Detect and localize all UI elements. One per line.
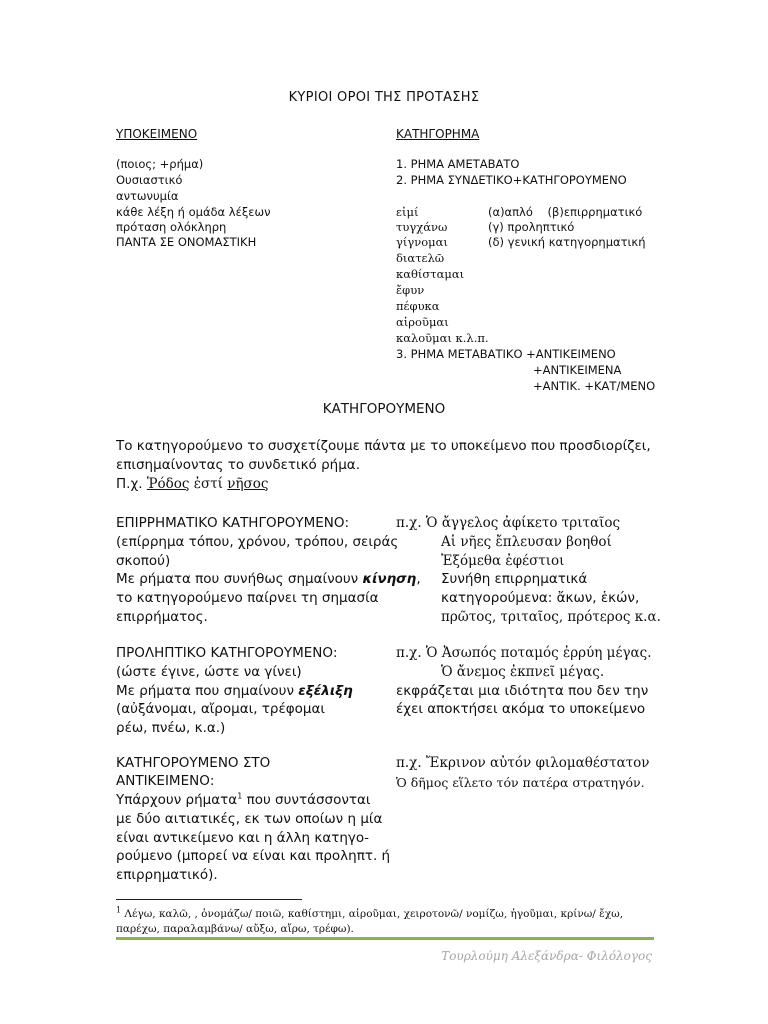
copula-verb: καλοῦμαι κ.λ.π. bbox=[396, 331, 489, 345]
example-subject: Ῥόδος bbox=[146, 476, 190, 492]
intro-line: επισημαίνοντας το συνδετικό ρήμα. bbox=[116, 457, 360, 473]
object-pred-line: είναι αντικείμενο και η άλλη κατηγο- bbox=[116, 830, 370, 846]
adverbial-line: το κατηγορούμενο παίρνει τη σημασία bbox=[116, 590, 379, 606]
subject-line: αντωνυμία bbox=[116, 189, 179, 203]
predicate-type: (γ) προληπτικό bbox=[488, 220, 575, 234]
proleptic-line: ρέω, πνέω, κ.α.) bbox=[116, 720, 226, 736]
adverbial-line-with-bold: Με ρήματα που συνήθως σημαίνουν κίνηση, bbox=[116, 571, 421, 587]
page-title: ΚΥΡΙΟΙ ΟΡΟΙ ΤΗΣ ΠΡΟΤΑΣΗΣ bbox=[288, 90, 480, 105]
proleptic-example: π.χ. Ὁ Ἀσωπός ποταμός ἐρρύη μέγας. bbox=[396, 645, 652, 661]
bold-keyword: κίνηση bbox=[362, 571, 417, 587]
predicate-type: (δ) γενική κατηγορηματική bbox=[488, 235, 646, 249]
adverbial-line: σκοπού) bbox=[116, 553, 171, 569]
section-heading: ΚΑΤΗΓΟΡΟΥΜΕΝΟ bbox=[322, 401, 446, 417]
proleptic-line: (ώστε έγινε, ώστε να γίνει) bbox=[116, 664, 302, 680]
object-pred-heading: ΚΑΤΗΓΟΡΟΥΜΕΝΟ ΣΤΟ bbox=[116, 755, 271, 771]
copula-verb: καθίσταμαι bbox=[396, 267, 465, 281]
adverbial-example: Συνήθη επιρρηματικά bbox=[441, 571, 588, 587]
copula-verb: γίγνομαι bbox=[396, 235, 448, 249]
adverbial-line: Με ρήματα που συνήθως σημαίνουν bbox=[116, 571, 363, 587]
bold-keyword: εξέλιξη bbox=[298, 683, 353, 699]
proleptic-example: Ὁ ἄνεμος ἐκπνεῖ μέγας. bbox=[441, 664, 605, 680]
object-pred-line: με δύο αιτιατικές, εκ των οποίων η μία bbox=[116, 811, 383, 827]
copula-verb: πέφυκα bbox=[396, 299, 440, 313]
predicate-line: 1. ΡΗΜΑ ΑΜΕΤΑΒΑΤΟ bbox=[396, 157, 520, 171]
example-prefix: Π.χ. bbox=[116, 476, 147, 492]
transitive-line: 3. ΡΗΜΑ ΜΕΤΑΒΑΤΙΚΟ +ΑΝΤΙΚΕΙΜΕΝΟ bbox=[396, 347, 616, 361]
predicate-line: 2. ΡΗΜΑ ΣΥΝΔΕΤΙΚΟ+ΚΑΤΗΓΟΡΟΥΜΕΝΟ bbox=[396, 173, 627, 187]
footer-rule bbox=[116, 937, 654, 940]
subject-line: Ουσιαστικό bbox=[116, 173, 183, 187]
adverbial-example: πρῶτος, τριταῖος, πρότερος κ.α. bbox=[441, 609, 661, 625]
predicate-heading: ΚΑΤΗΓΟΡΗΜΑ bbox=[396, 127, 480, 141]
predicate-type: (α)απλό (β)επιρρηματικό bbox=[488, 205, 643, 219]
subject-line: πρόταση ολόκληρη bbox=[116, 220, 227, 234]
copula-verb: αἱροῦμαι bbox=[396, 315, 449, 329]
adverbial-example: κατηγορούμενα: ἄκων, ἑκών, bbox=[441, 590, 640, 606]
object-pred-example: Ὁ δῆμος εἵλετο τόν πατέρα στρατηγόν. bbox=[396, 775, 645, 790]
subject-line: ΠΑΝΤΑ ΣΕ ΟΝΟΜΑΣΤΙΚΗ bbox=[116, 235, 257, 249]
adverbial-example: Αἱ νῆες ἔπλευσαν βοηθοί bbox=[441, 534, 612, 550]
adverbial-example: π.χ. Ὁ ἄγγελος ἀφίκετο τριταῖος bbox=[396, 515, 621, 531]
footnote-text: παρέχω, παραλαμβάνω/ αὔξω, αἴρω, τρέφω). bbox=[116, 923, 354, 935]
proleptic-heading: ΠΡΟΛΗΠΤΙΚΟ ΚΑΤΗΓΟΡΟΥΜΕΝΟ: bbox=[116, 645, 338, 661]
copula-verb: διατελῶ bbox=[396, 251, 445, 265]
object-pred-line-with-footnote bbox=[116, 791, 371, 810]
object-pred-line: Υπάρχουν ρήματα bbox=[116, 792, 238, 808]
copula-verb: τυγχάνω bbox=[396, 220, 448, 234]
footnote-text: Λέγω, καλῶ, , ὀνομάζω/ ποιῶ, καθίστημι, αἱροῦμαι, χειροτονῶ/ νομίζω, ἡγοῦμαι, κρίνω/ ἔχω, bbox=[121, 908, 624, 920]
proleptic-note: έχει αποκτήσει ακόμα το υποκείμενο bbox=[396, 701, 646, 717]
transitive-line: +ΑΝΤΙΚ. +ΚΑΤ/ΜΕΝΟ bbox=[533, 379, 656, 393]
adverbial-line: επιρρήματος. bbox=[116, 609, 208, 625]
footnote-reference: 1 bbox=[237, 791, 243, 801]
object-pred-line: ρούμενο (μπορεί να είναι και προληπτ. ή bbox=[116, 848, 391, 864]
transitive-line: +ΑΝΤΙΚΕΙΜΕΝΑ bbox=[533, 363, 622, 377]
object-pred-line: που συντάσσονται bbox=[242, 792, 371, 808]
intro-line: Το κατηγορούμενο το συσχετίζουμε πάντα με το υποκείμενο που προσδιορίζει, bbox=[116, 438, 651, 454]
copula-verb: εἰμί bbox=[396, 205, 419, 219]
example-predicate: νῆσος bbox=[227, 476, 269, 492]
object-pred-example: π.χ. Ἔκρινον αὐτόν φιλομαθέστατον bbox=[396, 755, 650, 771]
subject-line: (ποιος; +ρήμα) bbox=[116, 157, 204, 171]
footnote-line bbox=[116, 906, 623, 922]
proleptic-line: (αὐξάνομαι, αἴρομαι, τρέφομαι bbox=[116, 701, 325, 717]
intro-example bbox=[116, 475, 268, 494]
subject-line: κάθε λέξη ή ομάδα λέξεων bbox=[116, 205, 271, 219]
adverbial-heading: ΕΠΙΡΡΗΜΑΤΙΚΟ ΚΑΤΗΓΟΡΟΥΜΕΝΟ: bbox=[116, 515, 350, 531]
adverbial-line: (επίρρημα τόπου, χρόνου, τρόπου, σειράς bbox=[116, 534, 399, 550]
adverbial-example: Ἐξόμεθα ἐφέστιοι bbox=[441, 553, 565, 569]
footnote-separator bbox=[116, 899, 302, 900]
footnote-mark: 1 bbox=[116, 905, 122, 915]
proleptic-line-with-bold bbox=[116, 682, 353, 701]
proleptic-line: Με ρήματα που σημαίνουν bbox=[116, 683, 299, 699]
subject-heading: ΥΠΟΚΕΙΜΕΝΟ bbox=[116, 127, 198, 141]
object-pred-line: επιρρηματικό). bbox=[116, 867, 218, 883]
footer-author: Τουρλούμη Αλεξάνδρα- Φιλόλογος bbox=[441, 949, 652, 963]
example-verb: ἐστί bbox=[193, 476, 223, 492]
proleptic-note: εκφράζεται μια ιδιότητα που δεν την bbox=[396, 683, 649, 699]
copula-verb: ἔφυν bbox=[396, 283, 425, 297]
object-pred-heading: ΑΝΤΙΚΕΙΜΕΝΟ: bbox=[116, 773, 215, 789]
